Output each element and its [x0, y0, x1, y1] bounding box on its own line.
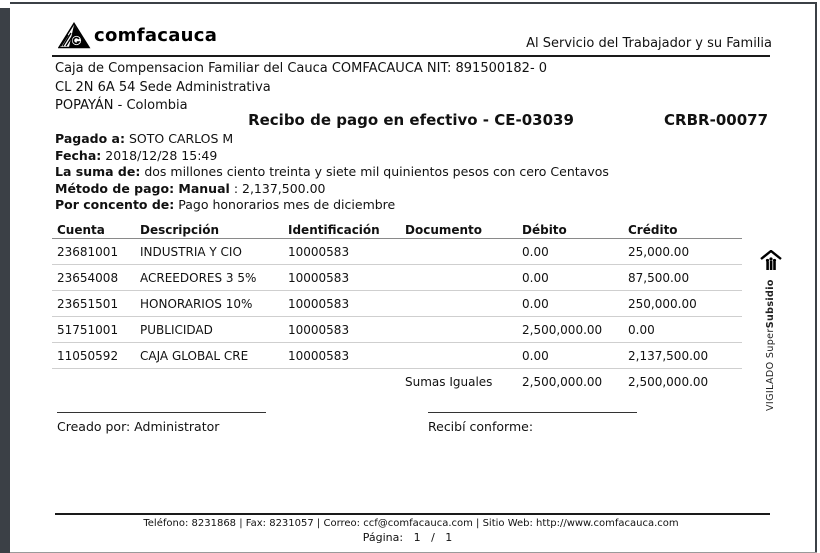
- cell-debito: 0.00: [522, 296, 549, 311]
- table-totals-row: [52, 369, 742, 395]
- window-frame-right: [815, 2, 817, 553]
- cell-credito: 25,000.00: [628, 244, 690, 259]
- cell-cuenta: 11050592: [57, 348, 119, 363]
- title-row: [52, 111, 770, 131]
- window-frame-left: [0, 8, 10, 553]
- vigilado-text-regular: VIGILADO Super: [765, 328, 776, 411]
- detail-value: Pago honorarios mes de diciembre: [178, 197, 396, 212]
- company-tagline: Al Servicio del Trabajador y su Familia: [526, 36, 772, 51]
- detail-metodo-pago: [55, 181, 609, 198]
- comfacauca-triangle-icon: [58, 22, 91, 49]
- cell-debito: 0.00: [522, 348, 549, 363]
- cell-cuenta: 51751001: [57, 322, 119, 337]
- company-address: CL 2N 6A 54 Sede Administrativa: [55, 79, 271, 95]
- detail-value: 2018/12/28 15:49: [105, 147, 218, 163]
- receipt-details: [55, 131, 609, 214]
- col-header-identificacion: Identificación: [288, 223, 380, 237]
- document-code: CRBR-00077: [664, 111, 768, 129]
- logo-text: comfacauca: [94, 25, 218, 46]
- cell-credito: 0.00: [628, 322, 655, 337]
- header-divider: [52, 55, 770, 57]
- table-row: [52, 317, 742, 343]
- cell-descripcion: INDUSTRIA Y CIO: [140, 244, 242, 259]
- cell-cuenta: 23651501: [57, 296, 119, 311]
- footer-divider: [55, 513, 770, 515]
- detail-label: Método de pago: Manual: [55, 180, 230, 196]
- cell-identificacion: 10000583: [288, 348, 350, 363]
- detail-pagado-a: [55, 131, 609, 148]
- cell-cuenta: 23681001: [57, 244, 119, 259]
- col-header-cuenta: Cuenta: [57, 223, 105, 237]
- creado-por-label: Creado por: Administrator: [57, 419, 220, 434]
- signature-line-creado-por: [57, 412, 266, 413]
- col-header-debito: Débito: [522, 223, 567, 237]
- company-logo: [58, 22, 217, 49]
- totals-credito: 2,500,000.00: [628, 375, 709, 389]
- col-header-documento: Documento: [405, 223, 483, 237]
- recibi-conforme-label: Recibí conforme:: [428, 419, 534, 434]
- totals-label: Sumas Iguales: [405, 375, 493, 389]
- signature-line-recibi-conforme: [428, 412, 637, 413]
- detail-suma: [55, 164, 609, 181]
- detail-label: La suma de:: [55, 164, 141, 179]
- detail-fecha: [55, 148, 609, 165]
- vigilado-supersubsidio-label: [765, 279, 776, 411]
- page-label: Página:: [362, 531, 404, 544]
- cell-debito: 0.00: [522, 270, 549, 285]
- supersubsidio-house-icon: [760, 250, 782, 272]
- footer-contact-info: Teléfono: 8231868 | Fax: 8231057 | Correo: ccf@comfacauca.com | Sitio Web: http://www.comfacauca.com: [143, 518, 679, 529]
- cell-credito: 2,137,500.00: [628, 348, 709, 363]
- detail-concepto: [55, 197, 609, 214]
- accounting-table: [52, 222, 742, 395]
- cell-debito: 2,500,000.00: [522, 322, 603, 337]
- document-title: Recibo de pago en efectivo - CE-03039: [248, 111, 574, 129]
- footer-pagination: [52, 531, 770, 544]
- vigilado-text-bold: Subsidio: [765, 279, 776, 329]
- table-row: [52, 343, 742, 369]
- cell-debito: 0.00: [522, 244, 549, 259]
- cell-identificacion: 10000583: [288, 270, 350, 285]
- table-row: [52, 291, 742, 317]
- cell-credito: 87,500.00: [628, 270, 690, 285]
- detail-label: Pagado a:: [55, 131, 125, 146]
- table-header-row: [52, 222, 742, 239]
- table-row: [52, 239, 742, 265]
- detail-value: SOTO CARLOS M: [128, 131, 234, 146]
- page-current: 1: [413, 531, 421, 544]
- page-separator: /: [431, 531, 435, 544]
- cell-cuenta: 23654008: [57, 270, 119, 285]
- detail-label: Fecha:: [55, 147, 102, 163]
- company-name-nit: Caja de Compensacion Familiar del Cauca COMFACAUCA NIT: 891500182- 0: [55, 61, 548, 76]
- col-header-credito: Crédito: [628, 223, 678, 237]
- cell-descripcion: HONORARIOS 10%: [140, 296, 253, 311]
- detail-label: Por concento de:: [55, 197, 175, 212]
- cell-descripcion: CAJA GLOBAL CRE: [140, 348, 249, 363]
- page-total: 1: [445, 531, 453, 544]
- window-frame-top: [10, 2, 817, 4]
- col-header-descripcion: Descripción: [140, 223, 219, 237]
- table-row: [52, 265, 742, 291]
- cell-descripcion: PUBLICIDAD: [140, 322, 213, 337]
- company-info: [55, 60, 547, 116]
- totals-debito: 2,500,000.00: [522, 375, 603, 389]
- detail-value: : 2,137,500.00: [233, 180, 326, 196]
- cell-identificacion: 10000583: [288, 244, 350, 259]
- cell-identificacion: 10000583: [288, 296, 350, 311]
- cell-descripcion: ACREEDORES 3 5%: [140, 270, 257, 285]
- cell-credito: 250,000.00: [628, 296, 697, 311]
- detail-value: dos millones ciento treinta y siete mil quinientos pesos con cero Centavos: [144, 164, 609, 179]
- cell-identificacion: 10000583: [288, 322, 350, 337]
- company-city: POPAYÁN - Colombia: [55, 98, 188, 113]
